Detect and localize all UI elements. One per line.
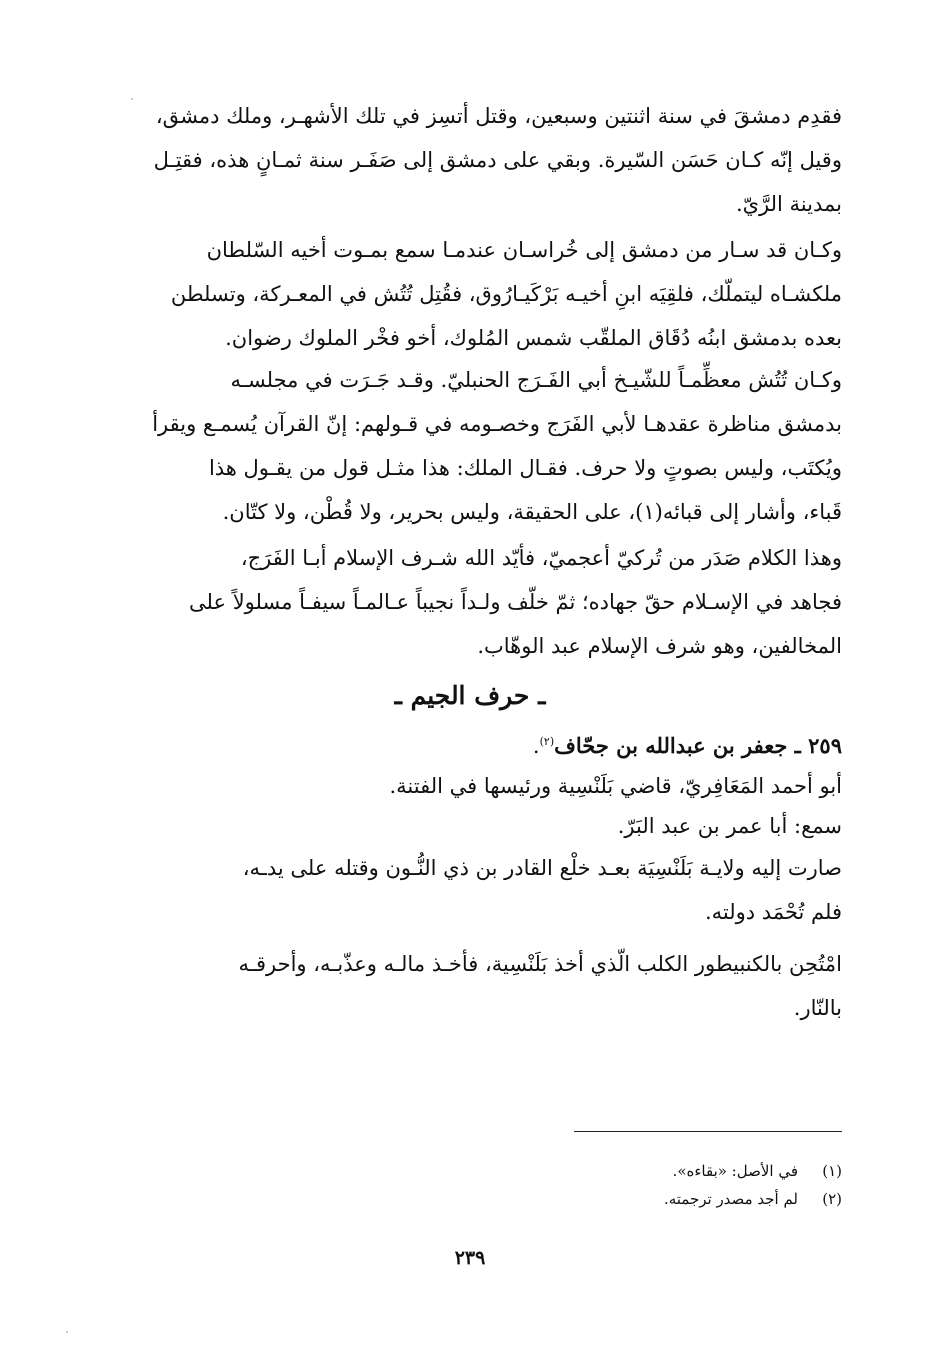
text-line: ملكشـاه ليتملّك، فلقِيَه ابنِ أخيـه بَرْكَيـارُوق، فقُتِل تُتُش في المعـركة، وتسلطن — [170, 282, 842, 306]
paragraph-3 — [124, 358, 842, 534]
entry-title: ٢٥٩ ـ جعفر بن عبدالله بن جحّاف — [554, 733, 842, 758]
text-line: فلم تُحْمَد دولته. — [704, 900, 842, 924]
footnote-divider — [574, 1131, 842, 1132]
text-line: بمدينة الرَّيّ. — [735, 192, 842, 216]
text-line: سمع: أبا عمر بن عبد البَرّ. — [617, 814, 842, 838]
text-line: وهذا الكلام صَدَر من تُركيّ أعجميّ، فأيّد الله شـرف الإسلام أبـا الفَرَج، — [240, 546, 842, 570]
footnote-text: في الأصل: «بقاءه». — [672, 1162, 798, 1180]
footnote-text: لم أجد مصدر ترجمته. — [663, 1190, 798, 1208]
footnote-number: (١) — [822, 1162, 842, 1180]
text-line: ويُكتَب، وليس بصوتٍ ولا حرف. فقـال الملك: هذا مثـل قول من يقـول هذا — [208, 456, 842, 480]
text-line: وكـان تُتُش معظِّمـاً للشّيـخ أبي الفَـرَج الحنبليّ. وقـد جَـرَت في مجلسـه — [230, 368, 842, 392]
text-line: وكـان قد سـار من دمشق إلى خُراسـان عندمـا سمع بمـوت أخيه السّلطان — [206, 238, 842, 262]
final-paragraph — [124, 942, 842, 1030]
text-line: بدمشق مناظرة عقدهـا لأبي الفَرَج وخصـومه في قـولهم: إنّ القرآن يُسمـع ويقرأ — [152, 412, 842, 436]
text-line: بالنّار. — [793, 996, 842, 1020]
text-line: امْتُحِن بالكنبيطور الكلب الّذي أخذ بَلَنْسِية، فأخـذ مالـه وعذّبـه، وأحرقـه — [238, 952, 842, 976]
section-heading: ـ حرف الجيم ـ — [394, 681, 546, 710]
text-line: وقيل إنّه كـان حَسَن السّيرة. وبقي على دمشق إلى صَفَـر سنة ثمـانٍ هذه، فقتِـل — [153, 148, 842, 172]
text-line: المخالفين، وهو شرف الإسلام عبد الوهّاب. — [477, 634, 842, 658]
footnotes — [124, 1157, 842, 1213]
scan-speck — [66, 1331, 68, 1333]
entry-259 — [124, 726, 842, 934]
footnote-marker: (٢) — [539, 735, 555, 748]
footnote-1 — [124, 1157, 842, 1185]
footnote-number: (٢) — [822, 1190, 842, 1208]
page-number: ٢٣٩ — [454, 1247, 486, 1269]
text-line: فقدِم دمشقَ في سنة اثنتين وسبعين، وقتل أتسِز في تلك الأشهـر، وملك دمشق، — [155, 104, 842, 128]
footnote-2 — [124, 1185, 842, 1213]
text-line: فجاهد في الإسـلام حقّ جهاده؛ ثمّ خلّف ولـداً نجيباً عـالمـاً سيفـاً مسلولاً على — [189, 590, 842, 614]
entry-title-line — [124, 726, 842, 766]
paragraph-4 — [124, 536, 842, 668]
text-line: أبو أحمد المَعَافِريّ، قاضي بَلَنْسِية ورئيسها في الفتنة. — [389, 774, 842, 798]
scan-speck — [131, 98, 133, 100]
paragraph-2 — [124, 228, 842, 360]
text-line: صارت إليه ولايـة بَلَنْسِيَة بعـد خلْع القادر بن ذي النُّـون وقتله على يدـه، — [242, 856, 842, 880]
paragraph-1 — [124, 94, 842, 226]
text-line: بعده بدمشق ابنُه دُقَاق الملقّب شمس المُلوك، أخو فخْر الملوك رضوان. — [225, 326, 842, 350]
entry-title-end: . — [532, 734, 540, 758]
text-line: قَباء، وأشار إلى قبائه(١)، على الحقيقة، وليس بحرير، ولا قُطْن، ولا كتّان. — [222, 500, 842, 524]
